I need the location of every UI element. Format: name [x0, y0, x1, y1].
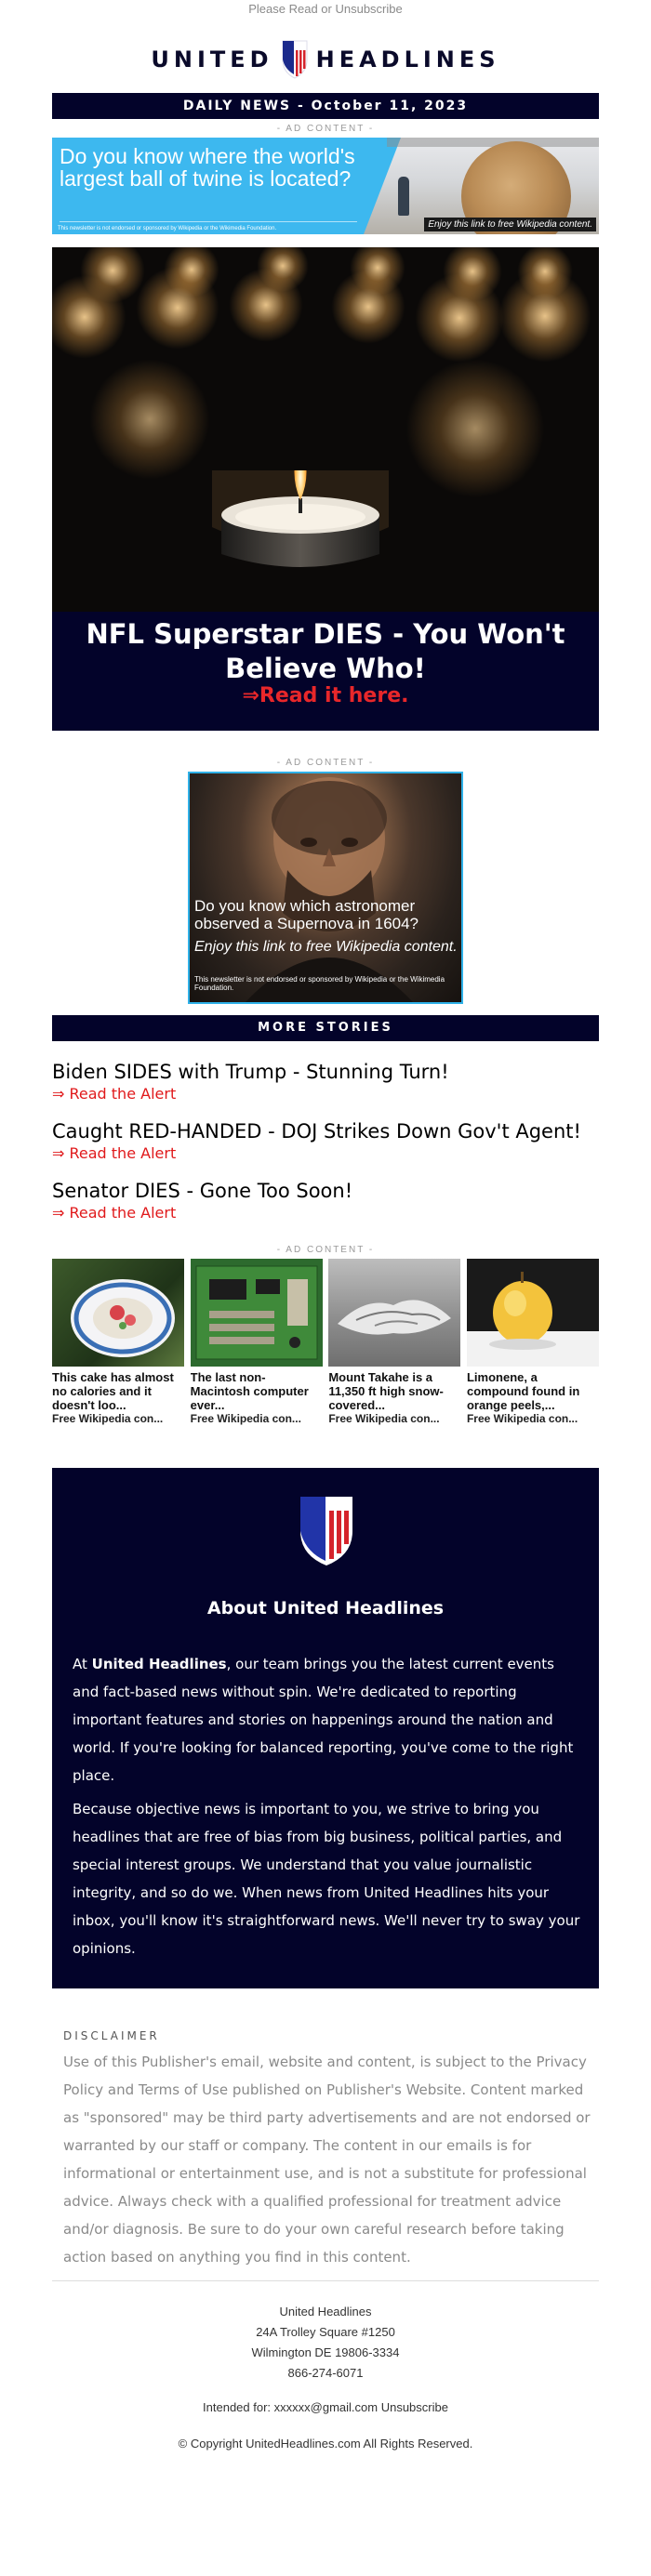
twine-ad-divider: [60, 221, 357, 222]
preheader: [0, 0, 651, 20]
ad-label: - AD CONTENT -: [276, 1245, 375, 1255]
ad-card-source: Free Wikipedia con...: [190, 1412, 301, 1425]
hero-headline[interactable]: NFL Superstar DIES - You Won't Believe Who!: [86, 618, 565, 684]
twine-ad-headline: Do you know where the world's largest ball of twine is located?: [60, 144, 355, 191]
about-title: About United Headlines: [206, 1598, 445, 1618]
more-stories-header: MORE STORIES: [52, 1015, 599, 1041]
cake-thumbnail: [52, 1259, 184, 1367]
copyright: © Copyright UnitedHeadlines.com All Rights Reserved.: [178, 2437, 473, 2451]
shield-logo-icon: [298, 1494, 355, 1568]
kepler-ad-cta[interactable]: Enjoy this link to free Wikipedia content.: [194, 939, 458, 955]
twine-ad-disclaimer: This newsletter is not endorsed or sponsored by Wikipedia or the Wikimedia Foundation.: [58, 226, 277, 231]
photo-person: [398, 177, 409, 216]
mountain-thumbnail: [328, 1259, 460, 1367]
footer-address-line-2: Wilmington DE 19806-3334: [251, 2345, 400, 2359]
twine-ad-cta[interactable]: Enjoy this link to free Wikipedia content.: [424, 218, 596, 231]
ad-card-limonene[interactable]: [467, 1259, 599, 1425]
ad-card-caption: Limonene, a compound found in orange peels,...: [466, 1370, 580, 1412]
intended-for: [52, 2400, 599, 2414]
hero-candle-image: [52, 247, 599, 612]
story-item: [52, 1179, 599, 1223]
story-title[interactable]: Biden SIDES with Trump - Stunning Turn!: [52, 1061, 449, 1083]
brand-name-right: HEADLINES: [315, 46, 500, 73]
intended-email: Intended for: xxxxxx@gmail.com: [203, 2400, 379, 2414]
footer-company: United Headlines: [279, 2305, 372, 2318]
story-title[interactable]: Caught RED-HANDED - DOJ Strikes Down Gov't Agent!: [52, 1120, 581, 1143]
ad-card-caption: The last non-Macintosh computer ever...: [190, 1370, 309, 1412]
about-brand-bold: United Headlines: [91, 1656, 227, 1672]
disclaimer-heading: DISCLAIMER: [63, 2029, 160, 2042]
hero-read-link[interactable]: ⇒Read it here.: [242, 684, 409, 707]
story-item: [52, 1119, 599, 1164]
ad-card-source: Free Wikipedia con...: [328, 1412, 440, 1425]
ad-card-caption: This cake has almost no calories and it doesn't loo...: [52, 1370, 174, 1412]
disclaimer-section: [52, 2029, 599, 2271]
footer-phone: 866-274-6071: [287, 2366, 364, 2380]
date-bar: DAILY NEWS - October 11, 2023: [52, 93, 599, 119]
circuit-board-thumbnail: [191, 1259, 323, 1367]
kepler-ad-disclaimer: This newsletter is not endorsed or sponsored by Wikipedia or the Wikimedia Foundation.: [194, 975, 445, 992]
brand-name-left: UNITED: [151, 46, 273, 73]
disclaimer-text: Use of this Publisher's email, website and content, is subject to the Privacy Policy and Terms of Use published on Publisher's Website. Content marked as "sponsored" may be third party advertisements and are not endorsed or warranted by our staff or company. The content in our emails is for informational or entertainment use, and is not a substitute for professional advice. Always check with a qualified professional for treatment advice and/or diagnosis. Be sure to do your own careful research before taking action based on anything you find in this content.: [63, 2054, 591, 2266]
hero-story[interactable]: [52, 247, 599, 731]
ad-label: - AD CONTENT -: [276, 758, 375, 768]
story-item: [52, 1060, 599, 1104]
kepler-ad-question: Do you know which astronomer observed a Supernova in 1604?: [194, 897, 419, 932]
twine-ad-banner[interactable]: [52, 138, 599, 234]
about-paragraph-2: Because objective news is important to you, we strive to bring you headlines that are free of bias from big business, political parties, and special interest groups. We understand that you value journalistic integrity, and so do we. When news from United Headlines hits your inbox, you'll know it's straightforward news. We'll never try to sway your opinions.: [73, 1801, 580, 1957]
preheader-link[interactable]: Please Read or Unsubscribe: [248, 2, 403, 16]
about-section: [52, 1468, 599, 1988]
wikipedia-ad-grid: [52, 1259, 599, 1425]
story-read-link[interactable]: ⇒ Read the Alert: [52, 1085, 177, 1103]
footer-address-line-1: 24A Trolley Square #1250: [256, 2325, 395, 2339]
shield-logo-icon: [281, 39, 309, 80]
footer-divider: [52, 2280, 599, 2281]
story-title[interactable]: Senator DIES - Gone Too Soon!: [52, 1180, 353, 1202]
kepler-ad-banner[interactable]: [188, 772, 463, 1004]
story-read-link[interactable]: ⇒ Read the Alert: [52, 1204, 177, 1222]
ad-card-mountain[interactable]: [328, 1259, 460, 1425]
ad-card-source: Free Wikipedia con...: [466, 1412, 578, 1425]
ad-card-caption: Mount Takahe is a 11,350 ft high snow-covered...: [328, 1370, 444, 1412]
brand-logo[interactable]: [0, 30, 651, 89]
lemon-thumbnail: [467, 1259, 599, 1367]
story-read-link[interactable]: ⇒ Read the Alert: [52, 1144, 177, 1162]
footer-address: [52, 2302, 599, 2384]
ad-card-source: Free Wikipedia con...: [52, 1412, 164, 1425]
ad-label: - AD CONTENT -: [276, 124, 375, 134]
candle-icon: [212, 470, 389, 573]
about-paragraph-1: At United Headlines, our team brings you the latest current events and fact-based news without spin. We're dedicated to reporting important features and stories on happenings around the nation and world. If you're looking for balanced reporting, you've come to the right place.: [73, 1656, 574, 1784]
unsubscribe-link[interactable]: Unsubscribe: [380, 2400, 448, 2414]
ad-card-cake[interactable]: [52, 1259, 184, 1425]
ad-card-computer[interactable]: [191, 1259, 323, 1425]
astronomer-portrait-image: [190, 773, 461, 1002]
